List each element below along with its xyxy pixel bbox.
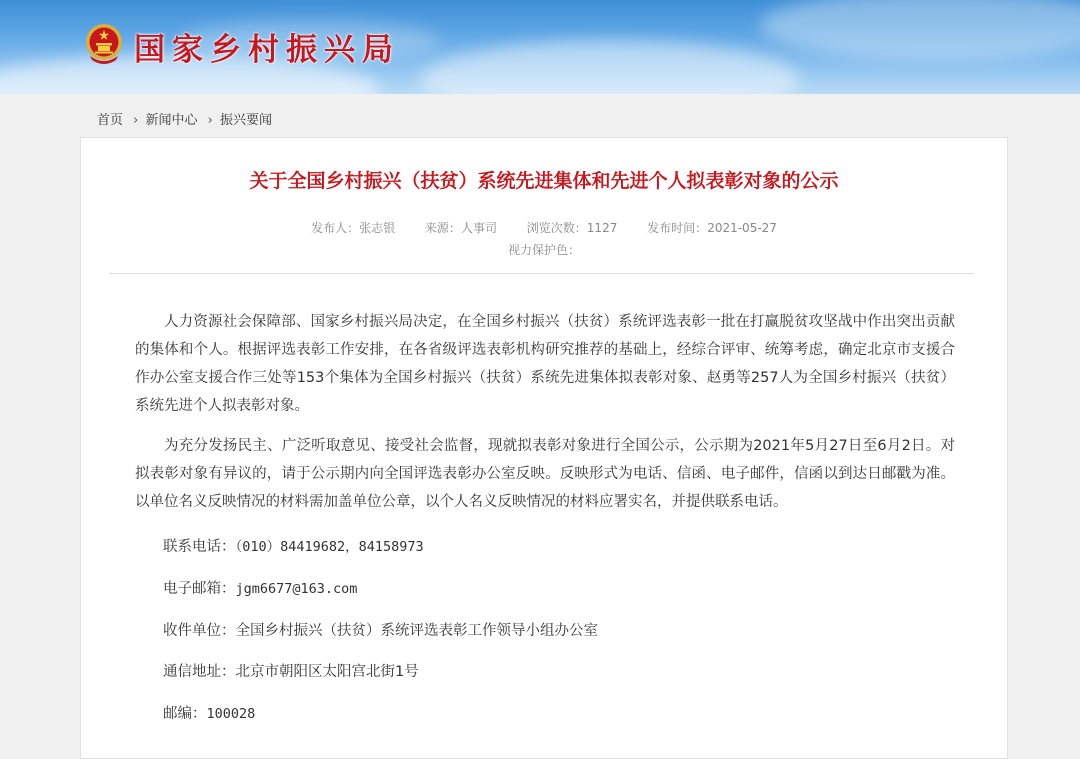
breadcrumb-current[interactable]: 振兴要闻	[220, 113, 273, 128]
divider	[109, 273, 974, 274]
chevron-right-icon: ›	[207, 113, 213, 128]
contact-phone: 联系电话：（010）84419682，84158973	[163, 539, 424, 555]
article-paragraph: 人力资源社会保障部、国家乡村振兴局决定，在全国乡村振兴（扶贫）系统评选表彰一批在打赢脱贫攻坚战中作出突出贡献的集体和个人。根据评选表彰工作安排，在各省级评选表彰机构研究推荐的基础上，经综合评审、统筹考虑，确定北京市支援合作办公室支援合作三处等153个集体为全国乡村振兴（扶贫）系统先进集体拟表彰对象、赵勇等257人为全国乡村振兴（扶贫）系统先进个人拟表彰对象。	[135, 314, 955, 414]
breadcrumb-news[interactable]: 新闻中心	[145, 113, 198, 128]
eye-care-color-picker[interactable]	[81, 241, 1007, 258]
breadcrumb-home[interactable]: 首页	[97, 113, 124, 128]
banner-cloud	[420, 40, 800, 94]
site-title[interactable]: 国家乡村振兴局	[134, 32, 400, 68]
breadcrumb	[97, 109, 272, 128]
header-banner	[0, 0, 1080, 94]
contact-email: 电子邮箱：jgm6677@163.com	[163, 581, 358, 597]
chevron-right-icon: ›	[133, 113, 139, 128]
article-title: 关于全国乡村振兴（扶贫）系统先进集体和先进个人拟表彰对象的公示	[249, 170, 839, 192]
meta-date: 发布时间：2021-05-27	[647, 221, 777, 235]
meta-publisher: 发布人：张志银	[311, 221, 396, 235]
contact-address: 通信地址：北京市朝阳区太阳宫北街1号	[163, 664, 419, 680]
eye-care-label: 视力保护色：	[507, 243, 580, 257]
contact-postcode: 邮编：100028	[163, 706, 256, 722]
contact-recipient: 收件单位：全国乡村振兴（扶贫）系统评选表彰工作领导小组办公室	[163, 623, 598, 639]
banner-cloud	[760, 0, 1080, 60]
article-paragraph: 为充分发扬民主、广泛听取意见、接受社会监督，现就拟表彰对象进行全国公示，公示期为2021年5月27日至6月2日。对拟表彰对象有异议的，请于公示期内向全国评选表彰办公室反映。反映形式为电话、信函、电子邮件，信函以到达日邮戳为准。以单位名义反映情况的材料需加盖单位公章，以个人名义反映情况的材料应署实名，并提供联系电话。	[135, 438, 955, 510]
article-meta	[81, 219, 1007, 236]
meta-views: 浏览次数：1127	[526, 221, 618, 235]
national-emblem-icon[interactable]	[84, 22, 124, 66]
article-card	[80, 137, 1008, 759]
meta-source: 来源：人事司	[424, 221, 497, 235]
